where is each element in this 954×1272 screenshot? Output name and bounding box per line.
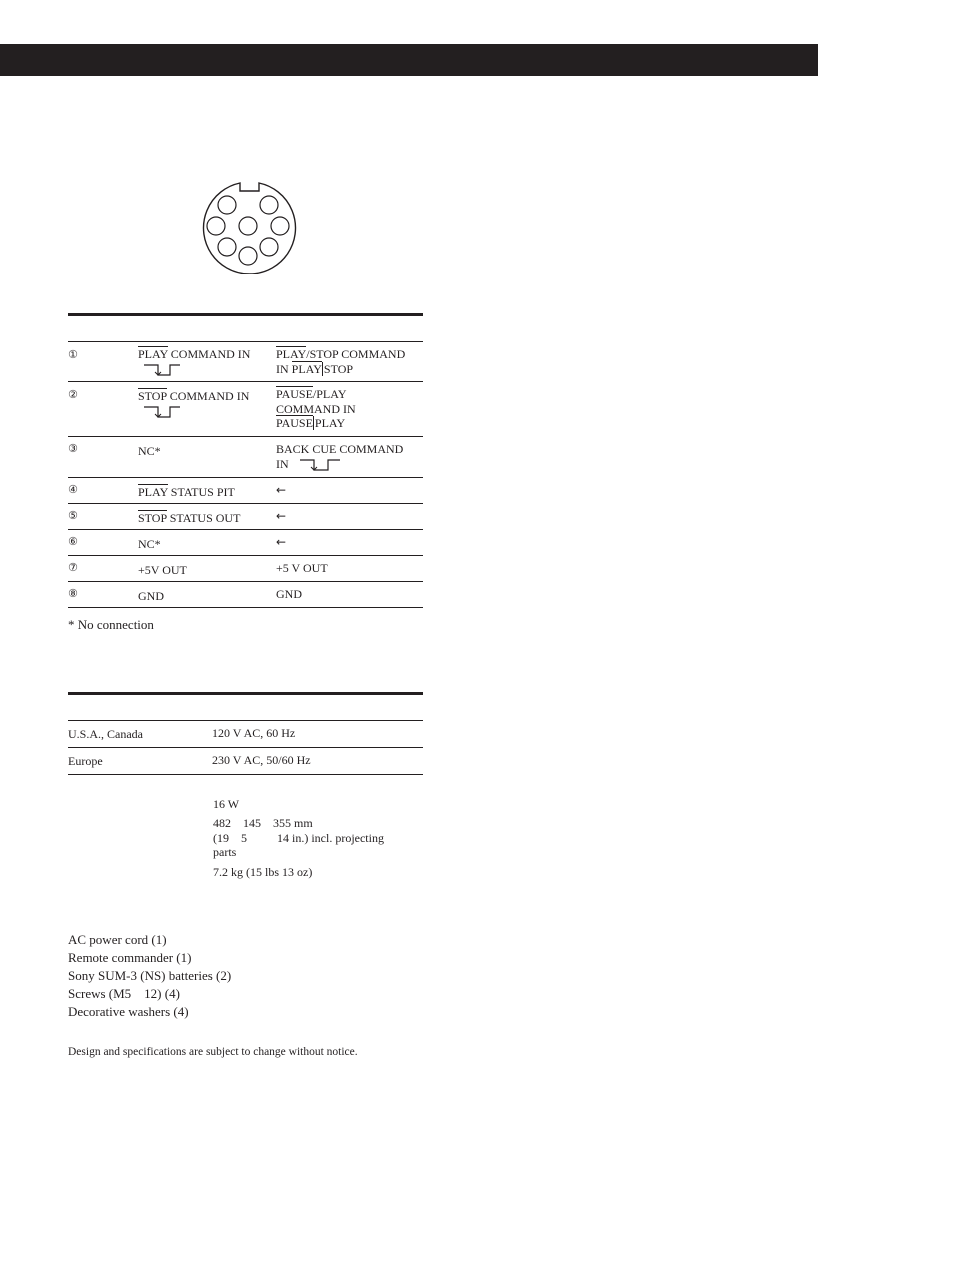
pin-number: ⑥ xyxy=(68,535,78,548)
pin-function-cell: STOP COMMAND IN xyxy=(138,389,249,418)
pin-number: ⑤ xyxy=(68,509,78,522)
list-item: Decorative washers (4) xyxy=(68,1004,189,1019)
pin-number: ⑦ xyxy=(68,561,78,574)
dimensions-value: 482 145 355 mm (19 5 14 in.) incl. projecting parts xyxy=(213,816,384,859)
mass-value: 7.2 kg (15 lbs 13 oz) xyxy=(213,865,313,879)
power-consumption-value: 16 W xyxy=(213,797,240,811)
table-row xyxy=(68,478,423,504)
pulse-icon xyxy=(292,459,342,471)
pin-number: ② xyxy=(68,388,78,401)
connector-pin xyxy=(239,247,257,265)
connector-pin xyxy=(260,238,278,256)
connector-pin xyxy=(260,196,278,214)
pin-assignment-table xyxy=(68,341,423,608)
accessories-list xyxy=(68,931,231,1021)
table-row: Europe 230 V AC, 50/60 Hz xyxy=(68,748,423,775)
connector-pin xyxy=(218,196,236,214)
connector-pin xyxy=(218,238,236,256)
table-row: ③ NC* BACK CUE COMMAND IN xyxy=(68,437,423,478)
table-row xyxy=(68,342,423,382)
section-rule xyxy=(68,313,423,316)
table-row: ⑥ NC* ← xyxy=(68,530,423,556)
connector-pinout-diagram xyxy=(195,178,301,274)
connector-pin xyxy=(271,217,289,235)
pin-function-cell: PLAY COMMAND IN xyxy=(138,347,250,376)
same-as-left-arrow-icon: ← xyxy=(276,509,287,523)
table-row: U.S.A., Canada 120 V AC, 60 Hz xyxy=(68,721,423,748)
connector-pin xyxy=(207,217,225,235)
table-row: ⑧ GND GND xyxy=(68,582,423,608)
same-as-left-arrow-icon: ← xyxy=(276,483,287,497)
pin-function-cell: PAUSE/PLAY COMMAND IN PAUSE PLAY xyxy=(276,387,356,430)
table-row xyxy=(68,382,423,437)
same-as-left-arrow-icon: ← xyxy=(276,535,287,549)
table-row: ⑦ +5V OUT +5 V OUT xyxy=(68,556,423,582)
list-item: Sony SUM-3 (NS) batteries (2) xyxy=(68,968,232,983)
pulse-icon xyxy=(138,406,182,418)
table-row xyxy=(68,504,423,530)
connector-pin xyxy=(239,217,257,235)
pin-number: ④ xyxy=(68,483,78,496)
list-item: AC power cord (1) xyxy=(68,932,167,947)
list-item: Screws (M5 12) (4) xyxy=(68,986,180,1001)
pin-number: ③ xyxy=(68,442,78,455)
pin-function-cell: PLAY STATUS PIT xyxy=(138,485,235,499)
change-notice: Design and specifications are subject to change without notice. xyxy=(68,1046,358,1058)
section-rule xyxy=(68,692,423,695)
footnote: * No connection xyxy=(68,617,154,632)
pin-function-cell: PLAY/STOP COMMAND IN PLAY STOP xyxy=(276,347,406,376)
header-bar xyxy=(0,44,818,76)
pin-function-cell: BACK CUE COMMAND IN xyxy=(276,442,404,471)
power-requirements-table xyxy=(68,720,423,775)
list-item: Remote commander (1) xyxy=(68,950,192,965)
pin-function-cell: STOP STATUS OUT xyxy=(138,511,241,525)
pin-number: ① xyxy=(68,348,78,361)
pulse-icon xyxy=(138,364,182,376)
pin-number: ⑧ xyxy=(68,587,78,600)
